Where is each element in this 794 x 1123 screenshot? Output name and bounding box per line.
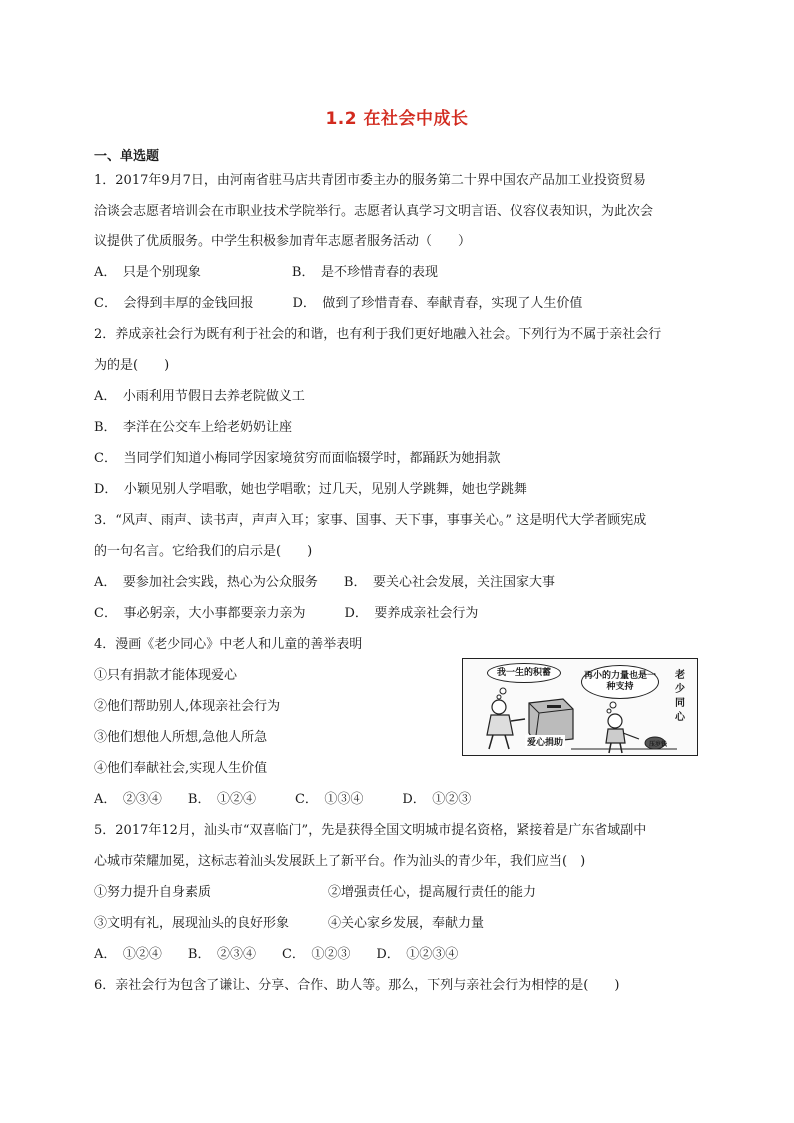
- text-line: 3．“风声、雨声、读书声，声声入耳；家事、国事、天下事，事事关心。” 这是明代大学者顾宪成: [94, 513, 647, 528]
- cartoon-title: 老少同心: [675, 670, 685, 723]
- text-line: 为的是( ): [94, 358, 170, 373]
- speech-bubble-child: 再小的力量也是一种支持: [581, 665, 659, 699]
- text-line: A． ②③④ B． ①②④ C． ①③④ D． ①②③: [94, 792, 472, 807]
- text-line: ④他们奉献社会,实现人生价值: [94, 761, 268, 776]
- text-line: A． ①②④ B． ②③④ C． ①②③ D． ①②③④: [94, 947, 459, 962]
- text-line: 6．亲社会行为包含了谦让、分享、合作、助人等。那么，下列与亲社会行为相悖的是( ): [94, 978, 620, 993]
- text-line: C． 会得到丰厚的金钱回报 D． 做到了珍惜青春、奉献青春，实现了人生价值: [94, 296, 583, 311]
- section-heading: 一、单选题: [94, 149, 160, 164]
- text-line: 2．养成亲社会行为既有利于社会的和谐，也有利于我们更好地融入社会。下列行为不属于亲社会行: [94, 327, 662, 342]
- page-title: 1.2 在社会中成长: [325, 109, 469, 129]
- text-line: A． 要参加社会实践，热心为公众服务 B． 要关心社会发展，关注国家大事: [94, 575, 555, 590]
- text-line: ①只有捐款才能体现爱心: [94, 668, 238, 683]
- cartoon-illustration: [462, 658, 698, 756]
- text-line: D． 小颖见别人学唱歌，她也学唱歌；过几天，见别人学跳舞，她也学跳舞: [94, 482, 527, 497]
- text-line: 洽谈会志愿者培训会在市职业技术学院举行。志愿者认真学习文明言语、仪容仪表知识，为此次会: [94, 204, 654, 219]
- text-line: 4．漫画《老少同心》中老人和儿童的善举表明: [94, 637, 363, 652]
- text-line: 5．2017年12月，汕头市“双喜临门”，先是获得全国文明城市提名资格，紧接着是广东省域副中: [94, 823, 647, 838]
- text-line: 1．2017年9月7日，由河南省驻马店共青团市委主办的服务第二十界中国农产品加工业投资贸易: [94, 173, 646, 188]
- text-line: 议提供了优质服务。中学生积极参加青年志愿者服务活动（ ）: [94, 234, 472, 249]
- text-line: C． 当同学们知道小梅同学因家境贫穷而面临辍学时，都踊跃为她捐款: [94, 451, 501, 466]
- text-line: ③他们想他人所想,急他人所急: [94, 730, 268, 745]
- text-line: A． 小雨利用节假日去养老院做义工: [94, 389, 305, 404]
- text-line: ②他们帮助别人,体现亲社会行为: [94, 699, 281, 714]
- donation-box-label: 爱心捐助: [525, 735, 565, 748]
- text-line: C． 事必躬亲，大小事都要亲力亲为 D． 要养成亲社会行为: [94, 606, 479, 621]
- text-line: B． 李洋在公交车上给老奶奶让座: [94, 420, 293, 435]
- text-line: ①努力提升自身素质 ②增强责任心，提高履行责任的能力: [94, 885, 537, 900]
- piggy-bank-label: 压岁钱: [649, 741, 668, 748]
- text-line: 心城市荣耀加冕，这标志着汕头发展跃上了新平台。作为汕头的青少年，我们应当( ): [94, 854, 586, 869]
- speech-bubble-elder: 我一生的积蓄: [487, 663, 561, 683]
- text-line: ③文明有礼，展现汕头的良好形象 ④关心家乡发展，奉献力量: [94, 916, 485, 931]
- text-line: 的一句名言。它给我们的启示是( ): [94, 544, 313, 559]
- text-line: A． 只是个别现象 B． 是不珍惜青春的表现: [94, 265, 438, 280]
